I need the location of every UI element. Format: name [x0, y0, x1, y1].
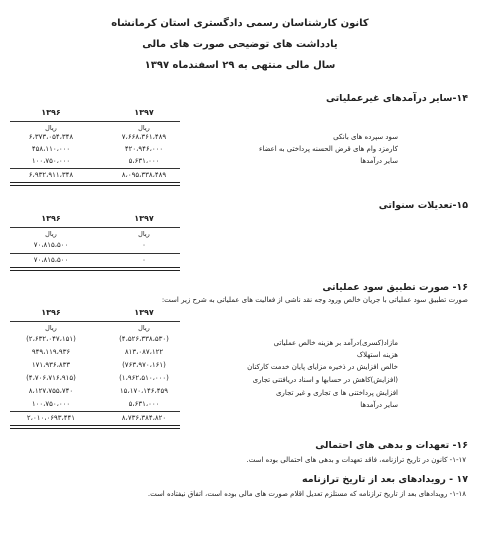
note14-title: ۱۴-سایر درآمدهای غیرعملیاتی [325, 93, 468, 104]
note14-row1-1396: ۶،۳۷۳،۰۵۴،۳۴۸ [28, 133, 74, 141]
note16-row6-1397: ۵،۶۳۱،۰۰۰ [128, 400, 160, 408]
note16-year-1397: ۱۳۹۷ [134, 308, 154, 317]
note15-year-1397: ۱۳۹۷ [134, 214, 154, 223]
note15-row-1397: ۰ [142, 241, 146, 249]
note16-year-1396: ۱۳۹۶ [41, 308, 61, 317]
note16-row5-1397: ۱۵،۱۷۰،۱۴۶،۴۵۹ [119, 387, 169, 395]
note14-row1-1397: ۷،۶۶۸،۳۶۱،۴۸۹ [121, 133, 167, 141]
note16-row4-1397: (۱،۹۶۲،۵۱۰،۰۰۰) [119, 374, 169, 382]
note16-total-rule [10, 425, 180, 429]
note14-year-1396: ۱۳۹۶ [41, 108, 61, 117]
note16-intro: صورت تطبیق سود عملیاتی با جریان خالص ورود وجه نقد ناشی از فعالیت های عملیاتی به شرح زیر است: [161, 296, 468, 304]
note15-title: ۱۵-تعدیلات سنواتی [378, 200, 468, 211]
note15-subtotal-rule [10, 253, 180, 254]
note16-total-1396: ۲،۰۱۰،۰۶۹۳،۴۴۱ [26, 414, 76, 422]
note14-row2-label: کارمزد وام های قرض الحسنه پرداختی به اعضاء [259, 145, 398, 153]
note15-year-1396: ۱۳۹۶ [41, 214, 61, 223]
note16-total-1397: ۸،۷۳۶،۳۸۴،۸۲۰ [121, 414, 167, 422]
note16-row2-1396: ۹۴۹،۱۱۹،۹۳۶ [31, 348, 71, 356]
note16-row6-1396: ۱۰۰،۷۵۰،۰۰۰ [31, 400, 71, 408]
note16-unit-1396: ریال [45, 324, 57, 332]
note14-total-1396: ۶،۹۳۲،۹۱۱،۳۴۸ [28, 171, 74, 179]
org-title: کانون کارشناسان رسمی دادگستری استان کرمانشاه [111, 18, 369, 29]
note14-total-1397: ۸،۰۹۵،۳۳۸،۴۸۹ [121, 171, 167, 179]
contingencies-title: ۱۶- تعهدات و بدهی های احتمالی [315, 440, 468, 451]
subsequent-events-title: ۱۷ - رویدادهای بعد از تاریخ ترازنامه [302, 474, 468, 485]
note14-header-rule [10, 121, 180, 122]
note14-year-1397: ۱۳۹۷ [134, 108, 154, 117]
note16-row4-label: (افزایش)کاهش در حسابها و اسناد دریافتنی تجاری [252, 376, 398, 384]
note16-title: ۱۶- صورت تطبیق سود عملیاتی [322, 282, 468, 293]
note14-row2-1396: ۴۵۸،۱۱۰،۰۰۰ [31, 145, 71, 153]
subsequent-events-text: ۱-۱۸- رویدادهای بعد از تاریخ ترازنامه که مستلزم تعدیل اقلام صورت های مالی بوده است، اتفاق نیفتاده است. [147, 490, 466, 498]
note15-unit-1396: ریال [45, 230, 57, 238]
note16-row1-1397: (۴،۵۲۶،۳۳۸،۵۳۰) [119, 335, 169, 343]
note16-row3-1396: ۱۷۱،۹۳۶،۸۳۳ [31, 361, 71, 369]
note15-header-rule [10, 227, 180, 228]
note16-unit-1397: ریال [138, 324, 150, 332]
note16-row6-label: سایر درآمدها [360, 401, 398, 409]
note16-row5-label: افزایش پرداختنی ها ی تجاری و غیر تجاری [275, 389, 398, 397]
note14-total-rule [10, 182, 180, 186]
note14-unit-1396: ریال [45, 124, 57, 132]
note15-total-rule [10, 267, 180, 271]
note15-total-1396: ۷۰،۸۱۵،۵۰۰ [33, 256, 69, 264]
note14-subtotal-rule [10, 168, 180, 169]
doc-title: یادداشت های توضیحی صورت های مالی [142, 39, 338, 50]
note16-row1-label: مازاد(کسری)درآمد بر هزینه خالص عملیاتی [273, 339, 398, 347]
note16-row5-1396: ۸،۱۲۷،۷۵۵،۷۴۰ [28, 387, 74, 395]
note16-row4-1396: (۴،۷۰۶،۷۱۶،۹۱۵) [26, 374, 76, 382]
note14-row3-1396: ۱۰۰،۷۵۰،۰۰۰ [31, 157, 71, 165]
note15-total-1397: ۰ [142, 256, 146, 264]
note16-subtotal-rule [10, 411, 180, 412]
note16-row1-1396: (۲،۶۳۲،۰۴۷،۱۵۱) [26, 335, 76, 343]
note15-row-1396: ۷۰،۸۱۵،۵۰۰ [33, 241, 69, 249]
note14-row2-1397: ۴۲۰،۹۴۶،۰۰۰ [124, 145, 164, 153]
contingencies-text: ۱-۱۷- کانون در تاریخ ترازنامه، فاقد تعهدات و بدهی های احتمالی بوده است. [246, 456, 466, 464]
note14-row1-label: سود سپرده های بانکی [333, 133, 398, 141]
period-title: سال مالی منتهی به ۲۹ اسفندماه ۱۳۹۷ [144, 60, 336, 71]
note14-row3-label: سایر درآمدها [360, 157, 398, 165]
note14-row3-1397: ۵،۶۳۱،۰۰۰ [128, 157, 160, 165]
note16-row3-1397: (۷۶۳،۹۷۰،۱۶۱) [122, 361, 166, 369]
note16-header-rule [10, 321, 180, 322]
note14-unit-1397: ریال [138, 124, 150, 132]
note16-row2-label: هزینه استهلاک [356, 351, 398, 359]
note16-row2-1397: ۸۱۳،۰۸۷،۱۲۲ [124, 348, 164, 356]
note15-unit-1397: ریال [138, 230, 150, 238]
note16-row3-label: خالص افزایش در ذخیره مزایای پایان خدمت کارکنان [247, 363, 398, 371]
